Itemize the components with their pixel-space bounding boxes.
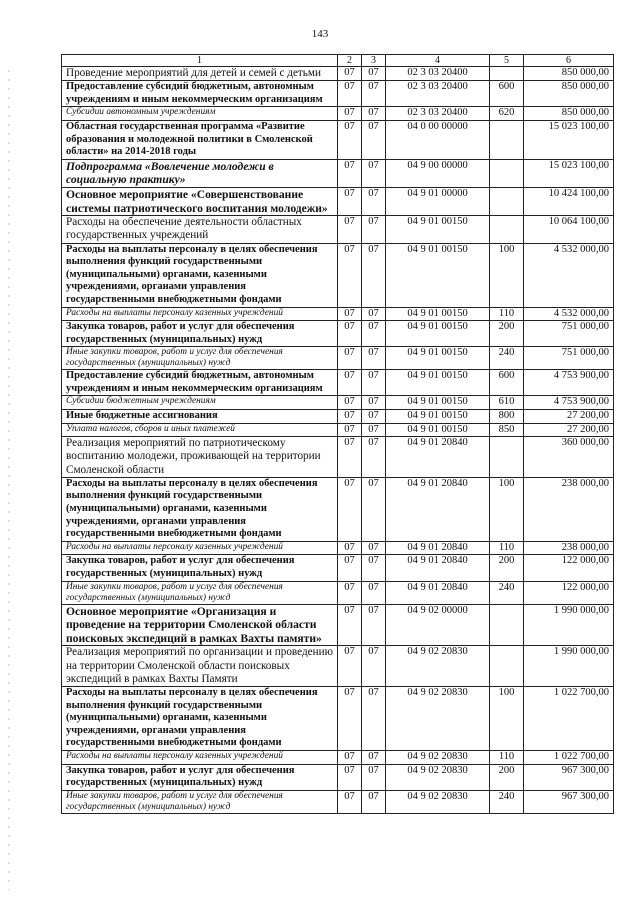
row-subsection: 07 [362,370,386,396]
row-target-code: 02 3 03 20400 [386,107,490,121]
row-name: Предоставление субсидий бюджетным, автономным учреждениям и иным некоммерческим организациям [62,370,338,396]
row-expense-type [490,67,524,81]
table-row [62,604,614,646]
row-amount: 967 300,00 [524,764,614,790]
row-expense-type: 610 [490,396,524,410]
header-cell-4: 4 [386,55,490,67]
row-section: 07 [338,120,362,159]
table-row [62,410,614,424]
row-expense-type: 620 [490,107,524,121]
table-row [62,790,614,813]
row-amount: 850 000,00 [524,81,614,107]
row-name: Иные бюджетные ассигнования [62,410,338,424]
row-amount: 238 000,00 [524,541,614,555]
scan-artifact [8,70,10,890]
table-row [62,216,614,243]
row-subsection: 07 [362,243,386,307]
row-target-code: 04 9 01 00150 [386,423,490,437]
row-target-code: 04 9 01 20840 [386,437,490,478]
header-cell-1: 1 [62,55,338,67]
row-amount: 27 200,00 [524,423,614,437]
row-subsection: 07 [362,81,386,107]
row-subsection: 07 [362,159,386,187]
row-subsection: 07 [362,790,386,813]
row-target-code: 04 9 01 00150 [386,396,490,410]
row-name: Основное мероприятие «Совершенствование системы патриотического воспитания молодежи» [62,187,338,215]
row-name: Расходы на выплаты персоналу в целях обеспечения выполнения функций государственными (муниципальными) органами, казенными учреждениями, органами управления государственными внебюджетными фондами [62,477,338,541]
row-expense-type: 240 [490,790,524,813]
row-section: 07 [338,396,362,410]
header-cell-3: 3 [362,55,386,67]
row-subsection: 07 [362,423,386,437]
row-target-code: 04 9 01 00150 [386,370,490,396]
row-subsection: 07 [362,321,386,347]
row-section: 07 [338,347,362,370]
row-subsection: 07 [362,187,386,215]
row-target-code: 04 9 01 00150 [386,307,490,321]
row-section: 07 [338,477,362,541]
header-cell-6: 6 [524,55,614,67]
row-name: Расходы на выплаты персоналу казенных учреждений [62,541,338,555]
table-row [62,67,614,81]
row-subsection: 07 [362,646,386,687]
row-target-code: 04 9 01 20840 [386,581,490,604]
row-target-code: 04 9 01 00150 [386,410,490,424]
row-amount: 4 532 000,00 [524,243,614,307]
row-name: Закупка товаров, работ и услуг для обеспечения государственных (муниципальных) нужд [62,764,338,790]
row-target-code: 04 9 02 20830 [386,790,490,813]
row-name: Иные закупки товаров, работ и услуг для обеспечения государственных (муниципальных) нужд [62,790,338,813]
row-expense-type: 110 [490,307,524,321]
row-name: Субсидии автономным учреждениям [62,107,338,121]
row-section: 07 [338,687,362,751]
row-expense-type: 850 [490,423,524,437]
row-section: 07 [338,764,362,790]
row-section: 07 [338,646,362,687]
row-subsection: 07 [362,396,386,410]
row-amount: 1 990 000,00 [524,646,614,687]
row-subsection: 07 [362,410,386,424]
row-subsection: 07 [362,541,386,555]
row-target-code: 04 9 02 20830 [386,764,490,790]
table-row [62,159,614,187]
row-amount: 238 000,00 [524,477,614,541]
row-expense-type: 240 [490,347,524,370]
row-subsection: 07 [362,477,386,541]
row-amount: 4 532 000,00 [524,307,614,321]
row-name: Реализация мероприятий по организации и проведению на территории Смоленской области поисковых экспедиций в рамках Вахты Памяти [62,646,338,687]
row-name: Закупка товаров, работ и услуг для обеспечения государственных (муниципальных) нужд [62,321,338,347]
row-expense-type: 100 [490,243,524,307]
row-subsection: 07 [362,581,386,604]
row-amount: 10 064 100,00 [524,216,614,243]
header-cell-5: 5 [490,55,524,67]
row-amount: 360 000,00 [524,437,614,478]
row-amount: 751 000,00 [524,347,614,370]
row-name: Иные закупки товаров, работ и услуг для обеспечения государственных (муниципальных) нужд [62,347,338,370]
table-row [62,347,614,370]
table-row [62,107,614,121]
table-header-row [62,55,614,67]
row-subsection: 07 [362,604,386,646]
table-row [62,81,614,107]
row-section: 07 [338,581,362,604]
row-section: 07 [338,437,362,478]
row-amount: 1 022 700,00 [524,750,614,764]
row-section: 07 [338,750,362,764]
table-row [62,750,614,764]
row-expense-type: 100 [490,477,524,541]
row-section: 07 [338,243,362,307]
row-section: 07 [338,107,362,121]
row-section: 07 [338,604,362,646]
table-row [62,687,614,751]
row-subsection: 07 [362,687,386,751]
row-section: 07 [338,216,362,243]
row-section: 07 [338,307,362,321]
row-target-code: 02 3 03 20400 [386,67,490,81]
row-expense-type [490,604,524,646]
row-expense-type [490,187,524,215]
row-expense-type [490,159,524,187]
page-number: 143 [311,28,329,40]
row-target-code: 04 9 00 00000 [386,159,490,187]
row-expense-type: 800 [490,410,524,424]
row-target-code: 04 0 00 00000 [386,120,490,159]
row-section: 07 [338,81,362,107]
row-section: 07 [338,370,362,396]
row-name: Основное мероприятие «Организация и проведение на территории Смоленской области поисковых экспедиций в рамках Вахты памяти» [62,604,338,646]
row-subsection: 07 [362,750,386,764]
row-subsection: 07 [362,67,386,81]
budget-table-body [62,55,614,814]
row-section: 07 [338,790,362,813]
row-expense-type: 200 [490,321,524,347]
row-target-code: 04 9 01 00150 [386,347,490,370]
row-name: Субсидии бюджетным учреждениям [62,396,338,410]
row-section: 07 [338,541,362,555]
budget-table [61,54,614,814]
row-amount: 1 990 000,00 [524,604,614,646]
row-target-code: 04 9 01 20840 [386,555,490,581]
table-row [62,555,614,581]
table-row [62,581,614,604]
row-amount: 4 753 900,00 [524,370,614,396]
row-expense-type: 600 [490,81,524,107]
row-expense-type: 240 [490,581,524,604]
row-subsection: 07 [362,307,386,321]
row-subsection: 07 [362,107,386,121]
table-row [62,243,614,307]
row-name: Предоставление субсидий бюджетным, автономным учреждениям и иным некоммерческим организациям [62,81,338,107]
row-name: Расходы на выплаты персоналу в целях обеспечения выполнения функций государственными (муниципальными) органами, казенными учреждениями, органами управления государственными внебюджетными фондами [62,687,338,751]
table-row [62,423,614,437]
row-expense-type: 110 [490,541,524,555]
row-target-code: 04 9 02 00000 [386,604,490,646]
row-name: Закупка товаров, работ и услуг для обеспечения государственных (муниципальных) нужд [62,555,338,581]
row-amount: 122 000,00 [524,555,614,581]
row-amount: 850 000,00 [524,107,614,121]
row-amount: 967 300,00 [524,790,614,813]
table-row [62,646,614,687]
row-name: Расходы на выплаты персоналу казенных учреждений [62,750,338,764]
row-target-code: 04 9 01 00150 [386,216,490,243]
row-target-code: 04 9 01 20840 [386,541,490,555]
row-name: Иные закупки товаров, работ и услуг для обеспечения государственных (муниципальных) нужд [62,581,338,604]
row-expense-type: 100 [490,687,524,751]
row-amount: 751 000,00 [524,321,614,347]
row-section: 07 [338,321,362,347]
row-section: 07 [338,410,362,424]
row-section: 07 [338,555,362,581]
table-row [62,541,614,555]
row-section: 07 [338,159,362,187]
row-amount: 122 000,00 [524,581,614,604]
row-name: Проведение мероприятий для детей и семей с детьми [62,67,338,81]
row-expense-type: 200 [490,764,524,790]
row-target-code: 04 9 02 20830 [386,750,490,764]
row-expense-type [490,646,524,687]
row-name: Уплата налогов, сборов и иных платежей [62,423,338,437]
row-subsection: 07 [362,216,386,243]
table-row [62,764,614,790]
row-amount: 15 023 100,00 [524,120,614,159]
table-row [62,307,614,321]
row-name: Расходы на выплаты персоналу в целях обеспечения выполнения функций государственными (муниципальными) органами, казенными учреждениями, органами управления государственными внебюджетными фондами [62,243,338,307]
table-row [62,120,614,159]
table-row [62,321,614,347]
row-target-code: 04 9 01 00150 [386,243,490,307]
row-amount: 850 000,00 [524,67,614,81]
row-subsection: 07 [362,347,386,370]
row-expense-type [490,120,524,159]
row-target-code: 04 9 02 20830 [386,687,490,751]
row-amount: 27 200,00 [524,410,614,424]
row-expense-type [490,437,524,478]
row-section: 07 [338,67,362,81]
row-subsection: 07 [362,437,386,478]
row-target-code: 02 3 03 20400 [386,81,490,107]
table-row [62,370,614,396]
row-name: Реализация мероприятий по патриотическому воспитанию молодежи, проживающей на территории Смоленской области [62,437,338,478]
row-name: Расходы на обеспечение деятельности областных государственных учреждений [62,216,338,243]
row-section: 07 [338,423,362,437]
row-expense-type: 200 [490,555,524,581]
row-expense-type: 110 [490,750,524,764]
row-target-code: 04 9 01 20840 [386,477,490,541]
row-amount: 15 023 100,00 [524,159,614,187]
row-target-code: 04 9 02 20830 [386,646,490,687]
table-row [62,477,614,541]
header-cell-2: 2 [338,55,362,67]
row-expense-type: 600 [490,370,524,396]
table-row [62,187,614,215]
row-section: 07 [338,187,362,215]
row-amount: 1 022 700,00 [524,687,614,751]
row-name: Областная государственная программа «Развитие образования и молодежной политики в Смоленской области» на 2014-2018 годы [62,120,338,159]
row-target-code: 04 9 01 00000 [386,187,490,215]
row-subsection: 07 [362,555,386,581]
row-expense-type [490,216,524,243]
table-row [62,396,614,410]
table-row [62,437,614,478]
row-subsection: 07 [362,120,386,159]
row-amount: 10 424 100,00 [524,187,614,215]
row-target-code: 04 9 01 00150 [386,321,490,347]
row-name: Подпрограмма «Вовлечение молодежи в социальную практику» [62,159,338,187]
row-name: Расходы на выплаты персоналу казенных учреждений [62,307,338,321]
row-subsection: 07 [362,764,386,790]
row-amount: 4 753 900,00 [524,396,614,410]
